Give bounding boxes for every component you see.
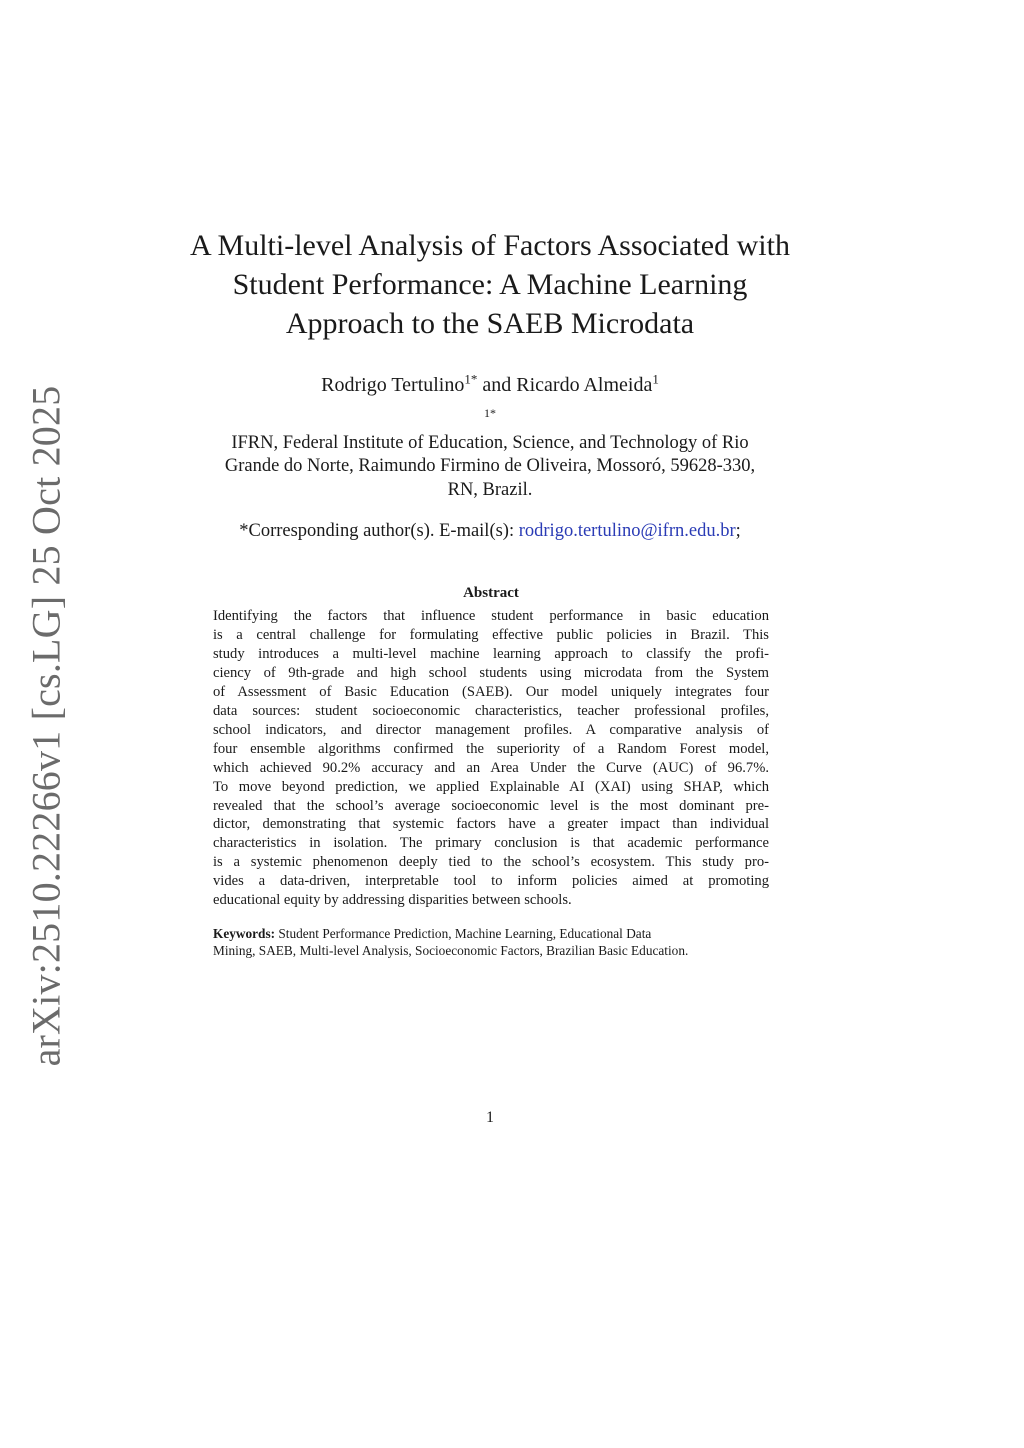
- abstract-line: four ensemble algorithms confirmed the superiority of a Random Forest model,: [213, 740, 769, 757]
- author-name: Rodrigo Tertulino: [321, 374, 465, 396]
- abstract-line: revealed that the school’s average socioeconomic level is the most dominant pre-: [213, 797, 769, 814]
- abstract-line: vides a data-driven, interpretable tool to inform policies aimed at promoting: [213, 873, 769, 890]
- corresponding-prefix: *Corresponding author(s). E-mail(s):: [239, 521, 519, 541]
- keywords-line: Mining, SAEB, Multi-level Analysis, Socioeconomic Factors, Brazilian Basic Education.: [213, 942, 689, 958]
- affiliation-line: [190, 405, 790, 455]
- author-affiliation-mark: 1*: [464, 371, 478, 387]
- abstract-line: Identifying the factors that influence student performance in basic education: [213, 608, 769, 624]
- abstract-line: study introduces a multi-level machine learning approach to classify the profi-: [213, 645, 769, 662]
- affiliation: [190, 405, 790, 502]
- affiliation-mark: 1*: [484, 405, 496, 420]
- title-line: Approach to the SAEB Microdata: [285, 307, 695, 340]
- abstract-line: is a systemic phenomenon deeply tied to the school’s ecosystem. This study pro-: [213, 854, 769, 871]
- title-line: Student Performance: A Machine Learning: [232, 268, 748, 301]
- abstract-line: school indicators, and director management profiles. A comparative analysis of: [213, 721, 769, 738]
- email-link[interactable]: rodrigo.tertulino@ifrn.edu.br: [518, 521, 736, 541]
- abstract-body: [213, 607, 769, 910]
- author-connector: and: [477, 374, 517, 396]
- abstract-line: educational equity by addressing disparities between schools.: [213, 892, 572, 909]
- keywords-line: [213, 926, 769, 943]
- arxiv-identifier: arXiv:2510.22266v1 [cs.LG] 25 Oct 2025: [23, 385, 69, 1067]
- affiliation-line: RN, Brazil.: [447, 479, 533, 500]
- abstract-line: ciency of 9th-grade and high school students using microdata from the System: [213, 664, 769, 681]
- affiliation-line: Grande do Norte, Raimundo Firmino de Oliveira, Mossoró, 59628-330,: [224, 456, 756, 476]
- author-affiliation-mark: 1: [652, 371, 659, 387]
- author-name: Ricardo Almeida: [516, 374, 653, 396]
- keywords: [213, 926, 769, 959]
- abstract-line: To move beyond prediction, we applied Explainable AI (XAI) using SHAP, which: [213, 778, 769, 795]
- keywords-text: Student Performance Prediction, Machine Learning, Educational Data: [275, 926, 652, 941]
- affiliation-text: IFRN, Federal Institute of Education, Science, and Technology of Rio: [231, 432, 749, 453]
- paper-title: [190, 226, 790, 343]
- page-number: 1: [486, 1109, 494, 1126]
- abstract-line: data sources: student socioeconomic characteristics, teacher professional profiles,: [213, 702, 769, 719]
- keywords-label: Keywords:: [213, 926, 276, 941]
- abstract-line: which achieved 90.2% accuracy and an Area Under the Curve (AUC) of 96.7%.: [213, 759, 769, 776]
- abstract-line: of Assessment of Basic Education (SAEB). Our model uniquely integrates four: [213, 683, 769, 700]
- abstract-line: characteristics in isolation. The primary conclusion is that academic performance: [213, 835, 769, 852]
- corresponding-author: [190, 519, 790, 543]
- abstract-heading: Abstract: [463, 585, 519, 601]
- corresponding-suffix: ;: [735, 521, 741, 541]
- title-line: A Multi-level Analysis of Factors Associated with: [190, 229, 790, 262]
- abstract-line: is a central challenge for formulating effective public policies in Brazil. This: [213, 626, 769, 643]
- abstract-line: dictor, demonstrating that systemic factors have a greater impact than individual: [213, 816, 769, 833]
- author-list: [190, 372, 790, 398]
